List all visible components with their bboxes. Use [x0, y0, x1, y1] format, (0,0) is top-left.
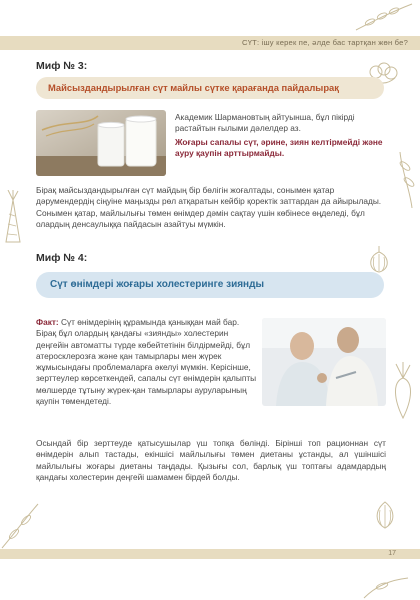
myth3-paragraph: Бірақ майсыздандырылған сүт майдың бір бөлігін жоғалтады, сонымен қатар дәрумендердің сіңуіне маңызды рөл атқаратын кейбір қоректік заттардан да айырылады. Сонымен қатар, майлылығы төмен өнімдер дәмін сақтау үшін көбінесе өңделеді, бұл олардың денсаулыққа пайдасын азайтуы мүмкін.	[36, 185, 382, 229]
fact-label: Факт:	[36, 317, 59, 327]
onion-icon	[370, 500, 400, 530]
myth4-title-banner	[36, 272, 384, 298]
carrot-icon	[0, 190, 26, 246]
myth3-title-banner	[36, 77, 384, 99]
doctor-patient-photo	[262, 318, 386, 406]
myth4-paragraph: Осындай бір зерттеуде қатысушылар үш топқа бөлінді. Бірінші топ рационнан сүт өнімдерін алып тастады, екіншісі майлылығы төмен диетаны ұстанды, ал үшіншісі майлылығы жоғары диетаны таңдады. Қызығы сол, барлық үш топтағы адамдардың қандағы холестерин деңгейі шамамен бірдей болды.	[36, 438, 386, 482]
myth3-label: Миф № 3:	[36, 60, 88, 72]
sprout-icon	[360, 568, 410, 600]
page-number: 17	[388, 550, 396, 557]
myth4-fact-paragraph	[36, 317, 258, 407]
fact-text: Сүт өнімдерінің құрамында қаныққан май бар. Бірақ бұл олардың қандағы «зиянды» холестерин деңгейін автоматты түрде көбейтетінін білдірмейді, бұл атеросклерозға және қан тамырлары мен жүрек жұмысындағы проблемаларға әкелуі мүмкін. Керісінше, зерттеулер көрсеткендей, сапалы сүт өнімдерін қалыпты мөлшерде тұтыну жүрек-қан тамырлары ауруларының қаупін төмендетеді.	[36, 317, 257, 407]
running-header-title: СҮТ: ішу керек пе, әлде бас тартқан жөн бе?	[242, 38, 408, 47]
milk-glass-photo	[36, 110, 166, 176]
herb-stalk-icon	[0, 500, 40, 550]
garlic-icon	[366, 244, 392, 274]
footer-band	[0, 549, 420, 559]
myth3-highlight: Жоғары сапалы сүт, әрине, зиян келтірмейді және ауру қаупін арттырмайды.	[175, 137, 383, 159]
leaf-sprig-icon	[392, 150, 420, 210]
myth3-quote: Академик Шармановтың айтуынша, бұл пікірді растайтын ғылыми дәлелдер аз.	[175, 112, 355, 134]
radish-icon	[388, 360, 418, 420]
wheat-sprig-icon	[352, 0, 420, 34]
myth4-title: Сүт өнімдері жоғары холестеринге зиянды	[50, 279, 264, 290]
myth4-label: Миф № 4:	[36, 252, 88, 264]
myth3-title: Майсыздандырылған сүт майлы сүтке қарағанда пайдалырақ	[48, 82, 339, 93]
